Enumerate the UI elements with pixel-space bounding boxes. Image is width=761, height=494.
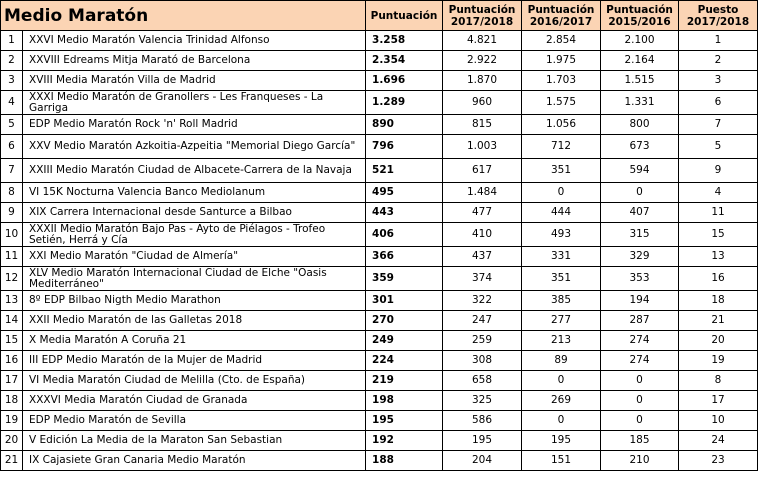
rank-number: 9 <box>1 203 23 223</box>
score-total: 188 <box>366 451 443 471</box>
score-2017-2018: 322 <box>443 291 522 311</box>
score-2015-2016: 329 <box>601 247 679 267</box>
rank-number: 12 <box>1 267 23 291</box>
table-row <box>1 51 758 71</box>
table-title: Medio Maratón <box>1 1 366 31</box>
race-name: XVIII Media Maratón Villa de Madrid <box>23 71 366 91</box>
score-2015-2016: 210 <box>601 451 679 471</box>
race-name: III EDP Medio Maratón de la Mujer de Madrid <box>23 351 366 371</box>
score-2017-2018: 1.484 <box>443 183 522 203</box>
table-row <box>1 223 758 247</box>
score-total: 270 <box>366 311 443 331</box>
score-2017-2018: 325 <box>443 391 522 411</box>
puesto-2017-2018: 8 <box>679 371 758 391</box>
race-name: XXXII Medio Maratón Bajo Pas - Ayto de Piélagos - Trofeo Setién, Herrá y Cía <box>23 223 366 247</box>
puesto-2017-2018: 20 <box>679 331 758 351</box>
puesto-2017-2018: 10 <box>679 411 758 431</box>
header-puntuacion: Puntuación <box>366 1 443 31</box>
header-puntuacion-2017-2018: Puntuación 2017/2018 <box>443 1 522 31</box>
table-row <box>1 311 758 331</box>
puesto-2017-2018: 21 <box>679 311 758 331</box>
score-2017-2018: 374 <box>443 267 522 291</box>
puesto-2017-2018: 3 <box>679 71 758 91</box>
race-name: XXVI Medio Maratón Valencia Trinidad Alfonso <box>23 31 366 51</box>
race-name: EDP Medio Maratón Rock 'n' Roll Madrid <box>23 115 366 135</box>
score-2016-2017: 89 <box>522 351 601 371</box>
rank-number: 21 <box>1 451 23 471</box>
puesto-2017-2018: 13 <box>679 247 758 267</box>
score-2015-2016: 594 <box>601 159 679 183</box>
race-name: VI Media Maratón Ciudad de Melilla (Cto. de España) <box>23 371 366 391</box>
table-row <box>1 267 758 291</box>
score-2016-2017: 151 <box>522 451 601 471</box>
score-2016-2017: 1.703 <box>522 71 601 91</box>
score-2015-2016: 353 <box>601 267 679 291</box>
rank-number: 3 <box>1 71 23 91</box>
puesto-2017-2018: 7 <box>679 115 758 135</box>
score-2017-2018: 259 <box>443 331 522 351</box>
score-2017-2018: 2.922 <box>443 51 522 71</box>
score-total: 443 <box>366 203 443 223</box>
score-2015-2016: 0 <box>601 391 679 411</box>
header-puesto-2017-2018: Puesto 2017/2018 <box>679 1 758 31</box>
puesto-2017-2018: 5 <box>679 135 758 159</box>
rank-number: 7 <box>1 159 23 183</box>
score-2016-2017: 712 <box>522 135 601 159</box>
score-2016-2017: 213 <box>522 331 601 351</box>
race-name: V Edición La Media de la Maraton San Sebastian <box>23 431 366 451</box>
score-total: 1.696 <box>366 71 443 91</box>
rank-number: 16 <box>1 351 23 371</box>
table-row <box>1 451 758 471</box>
rank-number: 18 <box>1 391 23 411</box>
race-name: XIX Carrera Internacional desde Santurce a Bilbao <box>23 203 366 223</box>
score-2016-2017: 0 <box>522 183 601 203</box>
score-2015-2016: 1.331 <box>601 91 679 115</box>
score-total: 301 <box>366 291 443 311</box>
rank-number: 20 <box>1 431 23 451</box>
rank-number: 15 <box>1 331 23 351</box>
score-2017-2018: 410 <box>443 223 522 247</box>
score-2017-2018: 960 <box>443 91 522 115</box>
score-2016-2017: 277 <box>522 311 601 331</box>
puesto-2017-2018: 18 <box>679 291 758 311</box>
race-name: VI 15K Nocturna Valencia Banco Mediolanum <box>23 183 366 203</box>
puesto-2017-2018: 15 <box>679 223 758 247</box>
score-total: 495 <box>366 183 443 203</box>
score-total: 224 <box>366 351 443 371</box>
table-row <box>1 247 758 267</box>
rank-number: 11 <box>1 247 23 267</box>
score-2015-2016: 407 <box>601 203 679 223</box>
score-2016-2017: 195 <box>522 431 601 451</box>
table-row <box>1 115 758 135</box>
race-name: XXIII Medio Maratón Ciudad de Albacete-Carrera de la Navaja <box>23 159 366 183</box>
puesto-2017-2018: 16 <box>679 267 758 291</box>
score-2016-2017: 351 <box>522 267 601 291</box>
score-2015-2016: 2.164 <box>601 51 679 71</box>
score-2016-2017: 493 <box>522 223 601 247</box>
table-row <box>1 371 758 391</box>
score-2017-2018: 586 <box>443 411 522 431</box>
table-row <box>1 351 758 371</box>
table-row <box>1 91 758 115</box>
score-2017-2018: 815 <box>443 115 522 135</box>
race-name: XXVIII Edreams Mitja Marató de Barcelona <box>23 51 366 71</box>
puesto-2017-2018: 19 <box>679 351 758 371</box>
rank-number: 19 <box>1 411 23 431</box>
score-total: 192 <box>366 431 443 451</box>
score-2015-2016: 0 <box>601 183 679 203</box>
rank-number: 10 <box>1 223 23 247</box>
score-2015-2016: 287 <box>601 311 679 331</box>
race-name: XLV Medio Maratón Internacional Ciudad de Elche "Oasis Mediterráneo" <box>23 267 366 291</box>
rank-number: 1 <box>1 31 23 51</box>
score-total: 1.289 <box>366 91 443 115</box>
score-total: 3.258 <box>366 31 443 51</box>
score-2015-2016: 673 <box>601 135 679 159</box>
table-row <box>1 391 758 411</box>
score-2015-2016: 315 <box>601 223 679 247</box>
score-2016-2017: 385 <box>522 291 601 311</box>
score-total: 796 <box>366 135 443 159</box>
score-2016-2017: 1.575 <box>522 91 601 115</box>
race-name: 8º EDP Bilbao Nigth Medio Marathon <box>23 291 366 311</box>
table-row <box>1 203 758 223</box>
score-2017-2018: 437 <box>443 247 522 267</box>
score-2017-2018: 477 <box>443 203 522 223</box>
score-total: 406 <box>366 223 443 247</box>
score-total: 359 <box>366 267 443 291</box>
score-total: 198 <box>366 391 443 411</box>
table-row <box>1 135 758 159</box>
puesto-2017-2018: 17 <box>679 391 758 411</box>
rank-number: 17 <box>1 371 23 391</box>
score-2017-2018: 658 <box>443 371 522 391</box>
rank-number: 5 <box>1 115 23 135</box>
race-name: XXV Medio Maratón Azkoitia-Azpeitia "Memorial Diego García" <box>23 135 366 159</box>
rank-number: 8 <box>1 183 23 203</box>
rank-number: 14 <box>1 311 23 331</box>
race-name: EDP Medio Maratón de Sevilla <box>23 411 366 431</box>
race-name: XXXI Medio Maratón de Granollers - Les Franqueses - La Garriga <box>23 91 366 115</box>
table-body <box>1 31 758 471</box>
rank-number: 2 <box>1 51 23 71</box>
table-row <box>1 71 758 91</box>
table-row <box>1 411 758 431</box>
score-2017-2018: 617 <box>443 159 522 183</box>
table-row <box>1 291 758 311</box>
score-total: 890 <box>366 115 443 135</box>
score-2016-2017: 444 <box>522 203 601 223</box>
race-name: XXI Medio Maratón "Ciudad de Almería" <box>23 247 366 267</box>
score-2015-2016: 185 <box>601 431 679 451</box>
score-2017-2018: 204 <box>443 451 522 471</box>
score-2017-2018: 1.003 <box>443 135 522 159</box>
rank-number: 6 <box>1 135 23 159</box>
score-2017-2018: 308 <box>443 351 522 371</box>
score-2017-2018: 1.870 <box>443 71 522 91</box>
score-2016-2017: 331 <box>522 247 601 267</box>
score-2015-2016: 0 <box>601 371 679 391</box>
score-2015-2016: 0 <box>601 411 679 431</box>
score-2016-2017: 0 <box>522 411 601 431</box>
puesto-2017-2018: 2 <box>679 51 758 71</box>
table-row <box>1 31 758 51</box>
puesto-2017-2018: 6 <box>679 91 758 115</box>
race-name: IX Cajasiete Gran Canaria Medio Maratón <box>23 451 366 471</box>
puesto-2017-2018: 24 <box>679 431 758 451</box>
puesto-2017-2018: 1 <box>679 31 758 51</box>
score-2015-2016: 274 <box>601 351 679 371</box>
table-header-row <box>1 1 758 31</box>
race-name: XXXVI Media Maratón Ciudad de Granada <box>23 391 366 411</box>
score-2015-2016: 800 <box>601 115 679 135</box>
score-total: 219 <box>366 371 443 391</box>
score-total: 2.354 <box>366 51 443 71</box>
score-total: 195 <box>366 411 443 431</box>
score-2016-2017: 351 <box>522 159 601 183</box>
score-2015-2016: 194 <box>601 291 679 311</box>
table-row <box>1 183 758 203</box>
header-puntuacion-2015-2016: Puntuación 2015/2016 <box>601 1 679 31</box>
table-row <box>1 159 758 183</box>
header-puntuacion-2016-2017: Puntuación 2016/2017 <box>522 1 601 31</box>
puesto-2017-2018: 11 <box>679 203 758 223</box>
score-2015-2016: 1.515 <box>601 71 679 91</box>
table-row <box>1 431 758 451</box>
score-2016-2017: 1.975 <box>522 51 601 71</box>
score-2016-2017: 1.056 <box>522 115 601 135</box>
score-2016-2017: 269 <box>522 391 601 411</box>
race-name: XXII Medio Maratón de las Galletas 2018 <box>23 311 366 331</box>
score-2016-2017: 0 <box>522 371 601 391</box>
score-2015-2016: 2.100 <box>601 31 679 51</box>
table-row <box>1 331 758 351</box>
score-2017-2018: 195 <box>443 431 522 451</box>
puesto-2017-2018: 4 <box>679 183 758 203</box>
puesto-2017-2018: 9 <box>679 159 758 183</box>
rank-number: 4 <box>1 91 23 115</box>
score-2017-2018: 4.821 <box>443 31 522 51</box>
rank-number: 13 <box>1 291 23 311</box>
race-name: X Media Maratón A Coruña 21 <box>23 331 366 351</box>
score-2016-2017: 2.854 <box>522 31 601 51</box>
score-total: 521 <box>366 159 443 183</box>
puesto-2017-2018: 23 <box>679 451 758 471</box>
score-total: 366 <box>366 247 443 267</box>
score-total: 249 <box>366 331 443 351</box>
score-2015-2016: 274 <box>601 331 679 351</box>
score-2017-2018: 247 <box>443 311 522 331</box>
